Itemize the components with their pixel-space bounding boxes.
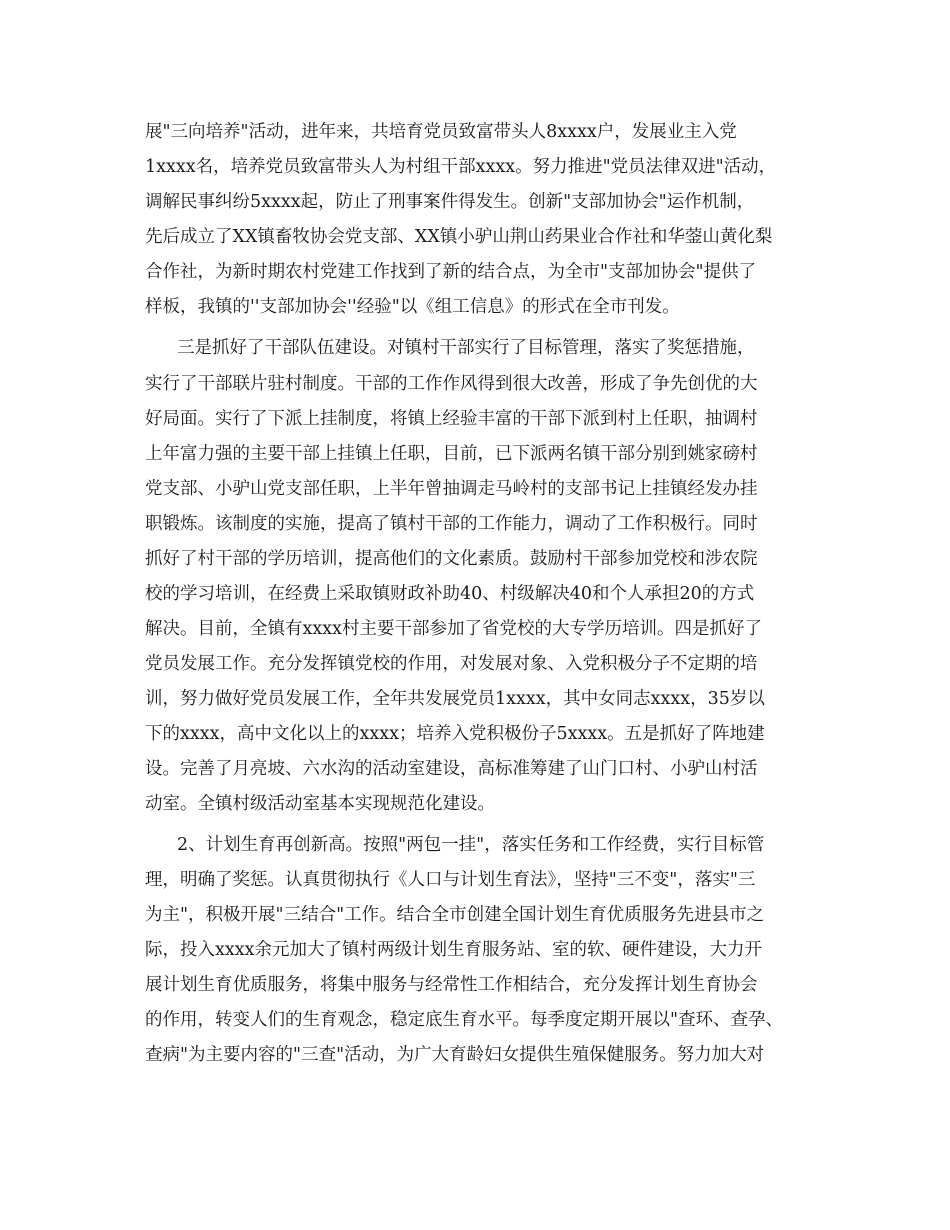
text-line: 实行了干部联片驻村制度。干部的工作作风得到很大改善，形成了争先创优的大: [145, 374, 758, 394]
text-line: 设。完善了月亮坡、六水沟的活动室建设，高标准筹建了山门口村、小驴山村活: [145, 759, 758, 779]
text-line: 职锻炼。该制度的实施，提高了镇村干部的工作能力，调动了工作积极行。同时: [145, 514, 758, 534]
text-line: 党员发展工作。充分发挥镇党校的作用，对发展对象、入党积极分子不定期的培: [145, 654, 758, 674]
text-line: 校的学习培训，在经费上采取镇财政补助40、村级解决40和个人承担20的方式: [145, 584, 755, 604]
text-line: 上年富力强的主要干部上挂镇上任职，目前，已下派两名镇干部分别到姚家磅村: [145, 444, 758, 464]
text-line: 下的xxxx，高中文化以上的xxxx；培养入党积极份子5xxxx。五是抓好了阵地建: [145, 724, 765, 744]
text-line: 动室。全镇村级活动室基本实现规范化建设。: [145, 794, 495, 814]
text-line: 际，投入xxxx余元加大了镇村两级计划生育服务站、室的软、硬件建设，大力开: [145, 940, 762, 960]
text-line: 1xxxx名，培养党员致富带头人为村组干部xxxx。努力推进"党员法律双进"活动，: [145, 157, 777, 177]
text-line: 好局面。实行了下派上挂制度，将镇上经验丰富的干部下派到村上任职，抽调村: [145, 409, 758, 429]
text-line: 展计划生育优质服务，将集中服务与经常性工作相结合，充分发挥计划生育协会: [145, 975, 758, 995]
text-line: 训，努力做好党员发展工作，全年共发展党员1xxxx，其中女同志xxxx，35岁以: [145, 689, 765, 709]
text-line: 解决。目前，全镇有xxxx村主要干部参加了省党校的大专学历培训。四是抓好了: [145, 619, 762, 639]
text-line: 为主"，积极开展"三结合"工作。结合全市创建全国计划生育优质服务先进县市之: [145, 905, 765, 925]
text-line: 查病"为主要内容的"三查"活动，为广大育龄妇女提供生殖保健服务。努力加大对: [145, 1045, 765, 1065]
text-line: 党支部、小驴山党支部任职，上半年曾抽调走马岭村的支部书记上挂镇经发办挂: [145, 479, 758, 499]
text-line: 合作社，为新时期农村党建工作找到了新的结合点，为全市"支部加协会"提供了: [145, 262, 757, 282]
text-line: 展"三向培养"活动，进年来，共培育党员致富带头人8xxxx户，发展业主入党: [145, 122, 737, 142]
text-line: 理，明确了奖惩。认真贯彻执行《人口与计划生育法》，坚持"三不变"，落实"三: [145, 870, 756, 890]
text-line: 样板，我镇的''支部加协会''经验"以《组工信息》的形式在全市刊发。: [145, 297, 680, 317]
text-line: 调解民事纠纷5xxxx起，防止了刑事案件得发生。创新"支部加协会"运作机制，: [145, 192, 755, 212]
text-line: 2、计划生育再创新高。按照"两包一挂"，落实任务和工作经费，实行目标管: [177, 835, 765, 855]
text-line: 的作用，转变人们的生育观念，稳定底生育水平。每季度定期开展以"查环、查孕、: [145, 1010, 784, 1030]
text-line: 抓好了村干部的学历培训，提高他们的文化素质。鼓励村干部参加党校和涉农院: [145, 549, 758, 569]
text-line: 先后成立了XX镇畜牧协会党支部、XX镇小驴山荆山药果业合作社和华蓥山黄化梨: [145, 227, 773, 247]
text-line: 三是抓好了干部队伍建设。对镇村干部实行了目标管理，落实了奖惩措施，: [177, 338, 755, 358]
